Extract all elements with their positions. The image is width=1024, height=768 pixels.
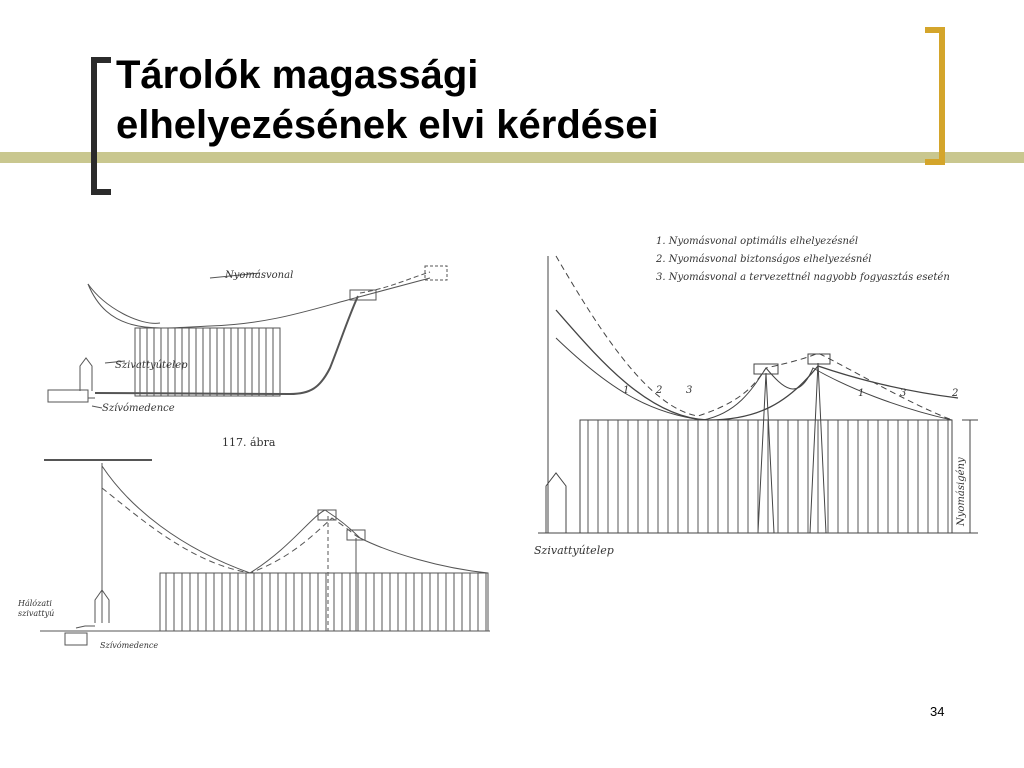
title-line-2: elhelyezésének elvi kérdései <box>116 103 659 147</box>
bottom-suction-basin <box>65 633 87 645</box>
curve-2 <box>556 310 958 420</box>
top-suction-basin <box>48 390 88 402</box>
slide-title <box>116 50 896 150</box>
left-diagrams <box>10 248 500 668</box>
top-pump-station <box>80 358 92 391</box>
curve-label-3a: 3 <box>686 385 693 396</box>
curve-label-1a: 1 <box>623 385 630 396</box>
top-supply-pipe <box>95 296 358 394</box>
bottom-city-buildings <box>160 573 488 631</box>
curve-1 <box>556 338 952 420</box>
top-label-suction-basin: Szívómedence <box>102 403 175 414</box>
right-label-pump-station: Szivattyútelep <box>534 544 614 557</box>
bottom-pressure-line-dashed <box>102 488 360 573</box>
top-label-pressure-line: Nyomásvonal <box>225 270 294 281</box>
page-number: 34 <box>930 704 945 719</box>
title-line-1: Tárolók magassági <box>116 53 479 97</box>
legend-item-3: 3. Nyomásvonal a tervezettnél nagyobb fogyasztás esetén <box>656 272 950 283</box>
right-diagram <box>528 188 998 568</box>
right-city-buildings <box>580 420 952 533</box>
right-label-pressure-demand: Nyomásigény <box>956 457 967 526</box>
tower-1 <box>758 373 774 533</box>
left-diagrams-svg <box>10 248 500 668</box>
reservoir-1 <box>754 364 778 374</box>
bottom-label-suction-basin: Szívómedence <box>100 641 159 650</box>
curve-label-2b: 2 <box>952 388 959 399</box>
top-figure-caption: 117. ábra <box>222 436 276 449</box>
title-accent-bar <box>0 152 1024 163</box>
left-bracket-decoration <box>91 57 111 195</box>
legend-item-1: 1. Nyomásvonal optimális elhelyezésnél <box>656 236 859 247</box>
top-label-pump-station: Szivattyútelep <box>115 360 188 371</box>
top-reservoir-dashed <box>425 266 447 280</box>
bottom-label-network-pump-1: Hálózati <box>18 599 52 608</box>
bottom-label-network-pump-2: szivattyú <box>18 609 55 618</box>
curve-label-3b: 3 <box>900 388 907 399</box>
curve-label-1b: 1 <box>858 388 865 399</box>
right-pump-station <box>546 473 566 533</box>
curve-label-2a: 2 <box>656 385 663 396</box>
bottom-pressure-line-solid <box>102 466 488 573</box>
legend-item-2: 2. Nyomásvonal biztonságos elhelyezésnél <box>656 254 872 265</box>
right-diagram-svg <box>528 188 998 568</box>
right-bracket-decoration <box>925 27 945 165</box>
